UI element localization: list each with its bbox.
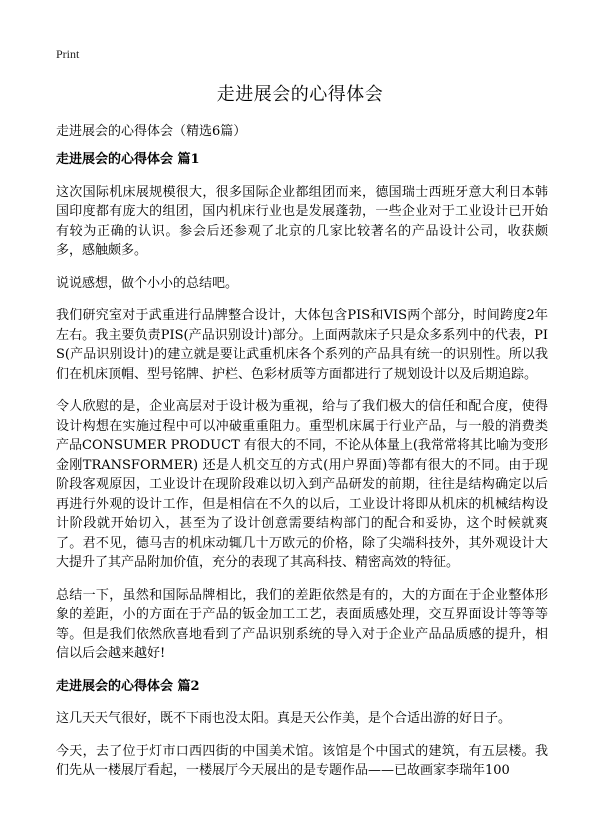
document-title: 走进展会的心得体会: [216, 84, 384, 105]
paragraph: 我们研究室对于武重进行品牌整合设计，大体包含PIS和VIS两个部分，时间跨度2年左右。我主要负责PIS(产品识别设计)部分。上面两款床子只是众多系列中的代表，PIS(产品识别设计)的建立就是要让武重机床各个系列的产品具有统一的识别性。所以我们在机床顶帽、型号铭牌、护栏、色彩材质等方面都进行了规划设计以及后期追踪。: [56, 308, 548, 382]
paragraph: 总结一下，虽然和国际品牌相比，我们的差距依然是有的，大的方面在于企业整体形象的差距，小的方面在于产品的钣金加工工艺，表面质感处理，交互界面设计等等等等。但是我们依然欣喜地看到了产品识别系统的导入对于企业产品品质感的提升，相信以后会越来越好!: [56, 587, 548, 661]
paragraph: 说说感想，做个小小的总结吧。: [56, 275, 239, 291]
section-heading: 走进展会的心得体会 篇2: [56, 678, 200, 694]
paragraph: 今天，去了位于灯市口西四街的中国美术馆。该馆是个中国式的建筑，有五层楼。我们先从一楼展厅看起，一楼展厅今天展出的是专题作品——已故画家李瑞年100: [56, 743, 548, 778]
section-2: [56, 677, 548, 781]
paragraph: 令人欣慰的是，企业高层对于设计极为重视，给与了我们极大的信任和配合度，使得设计构想在实施过程中可以冲破重重阻力。重型机床属于行业产品，与一般的消费类产品CONSUMER PRODUCT 有很大的不同，不论从体量上(我常常将其比喻为变形金刚TRANSFORMER) 还是人机交互的方式(用户界面)等都有很大的不同。由于现阶段客观原因，工业设计在现阶段难以切入到产品研发的前期，往往是结构确定以后再进行外观的设计工作，但是相信在不久的以后，工业设计将即从机床的机械结构设计阶段就开始切入，甚至为了设计创意需要结构部门的配合和妥协，这个时候就爽了。君不见，德马吉的机床动辄几十万欧元的价格，除了尖端科技外，其外观设计大大提升了其产品附加价值，充分的表现了其高科技、精密高效的特征。: [56, 399, 548, 570]
print-label: Print: [56, 47, 80, 61]
paragraph: 这几天天气很好，既不下雨也没太阳。真是天公作美，是个合适出游的好日子。: [56, 711, 512, 726]
section-1: [56, 150, 548, 664]
document-body: [56, 150, 548, 794]
document-subtitle: 走进展会的心得体会（精选6篇）: [56, 124, 247, 139]
paragraph: 这次国际机床展规模很大，很多国际企业都组团而来，德国瑞士西班牙意大利日本韩国印度都有庞大的组团，国内机床行业也是发展蓬勃，一些企业对于工业设计已开始有较为正确的认识。参会后还参观了北京的几家比较著名的产品设计公司，收获颇多，感触颇多。: [56, 184, 548, 258]
section-heading: 走进展会的心得体会 篇1: [56, 152, 200, 167]
